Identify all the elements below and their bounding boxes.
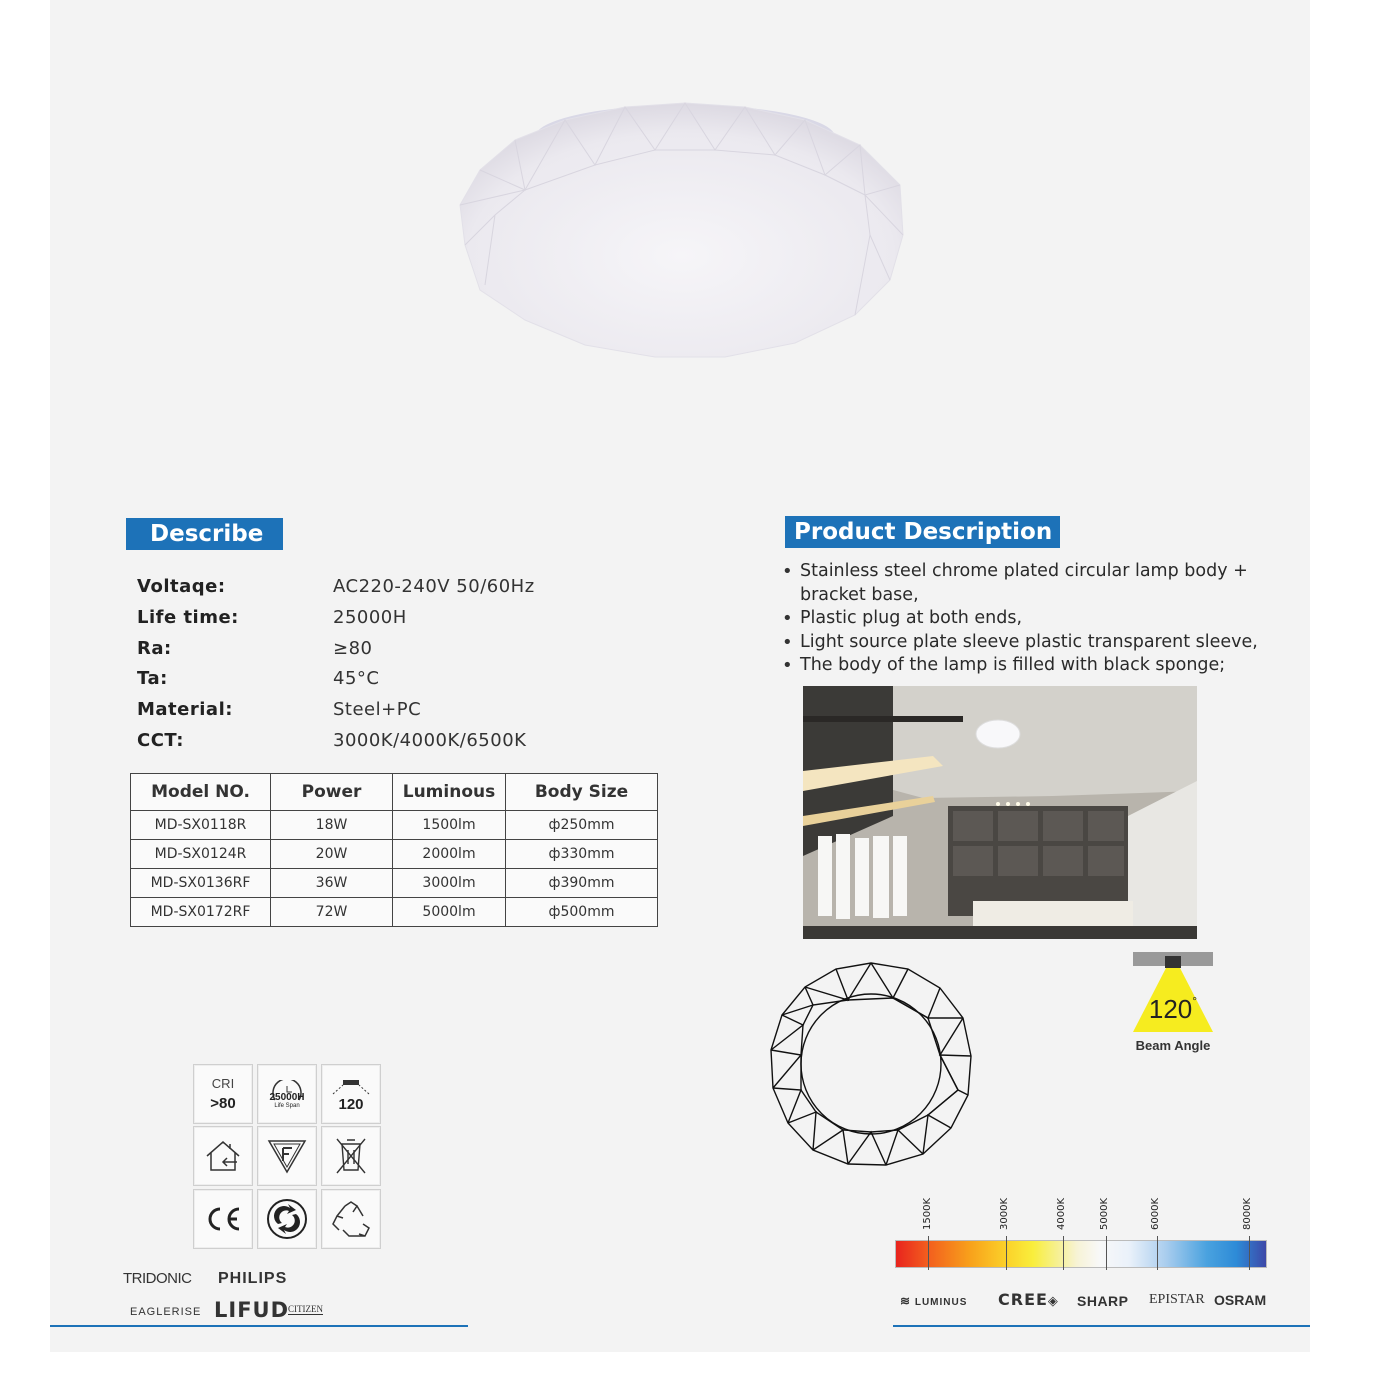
cct-label: 4000K <box>1056 1197 1067 1230</box>
bottom-divider-left <box>50 1325 468 1327</box>
cri-label: CRI <box>211 1076 235 1091</box>
indoor-use-icon <box>193 1126 253 1186</box>
cct-tick <box>928 1236 929 1270</box>
table-cell: MD-SX0136RF <box>131 869 271 898</box>
green-dot-icon <box>257 1189 317 1249</box>
spec-label: Voltaqe: <box>137 576 226 597</box>
spec-value: 25000H <box>333 607 407 628</box>
cct-label: 5000K <box>1099 1197 1110 1230</box>
cct-label: 3000K <box>999 1197 1010 1230</box>
column-header: Power <box>271 774 393 811</box>
lifespan-icon <box>257 1064 317 1124</box>
spec-value: 3000K/4000K/6500K <box>333 730 527 751</box>
lifespan-label: Life Span <box>274 1102 300 1109</box>
eaglerise-logo: EAGLERISE <box>130 1306 202 1318</box>
room-installation-photo <box>803 686 1197 939</box>
table-cell: 20W <box>271 840 393 869</box>
philips-logo: PHILIPS <box>218 1270 288 1287</box>
bottom-divider-right <box>893 1325 1310 1327</box>
bullet-item: • Stainless steel chrome plated circular lamp body + bracket base, <box>782 560 1262 607</box>
table-cell: ф500mm <box>506 898 658 927</box>
table-cell: 5000lm <box>393 898 506 927</box>
model-table <box>130 773 658 927</box>
luminus-text: LUMINUS <box>914 1297 968 1308</box>
table-row <box>131 811 658 840</box>
lifespan-value: 25000H <box>269 1091 305 1103</box>
spec-label: Life time: <box>137 607 239 628</box>
table-cell: MD-SX0124R <box>131 840 271 869</box>
sharp-logo: SHARP <box>1077 1293 1129 1309</box>
spec-value: ≥80 <box>333 638 373 659</box>
recycle-icon <box>321 1189 381 1249</box>
table-header-row <box>131 774 658 811</box>
f-mark-icon <box>257 1126 317 1186</box>
cct-label: 6000K <box>1150 1197 1161 1230</box>
spec-value: 45°C <box>333 668 380 689</box>
table-row <box>131 869 658 898</box>
spec-label: Ta: <box>137 668 168 689</box>
bullet-item: • Light source plate sleeve plastic transparent sleeve, <box>782 631 1262 655</box>
column-header: Model NO. <box>131 774 271 811</box>
table-cell: ф330mm <box>506 840 658 869</box>
lamp-outline-drawing <box>768 960 974 1168</box>
table-row <box>131 840 658 869</box>
bullet-item: • The body of the lamp is filled with black sponge; <box>782 654 1262 678</box>
cri-value: >80 <box>210 1095 236 1112</box>
cct-tick <box>1157 1236 1158 1270</box>
product-description-title: Product Description <box>785 516 1060 548</box>
beam-angle-label: Beam Angle <box>1135 1038 1211 1053</box>
cct-label: 1500K <box>922 1197 933 1230</box>
table-cell: 1500lm <box>393 811 506 840</box>
cct-tick <box>1063 1236 1064 1270</box>
cri-icon <box>193 1064 253 1124</box>
cct-tick <box>1106 1236 1107 1270</box>
table-cell: MD-SX0118R <box>131 811 271 840</box>
spec-label: CCT: <box>137 730 184 751</box>
cct-tick <box>1006 1236 1007 1270</box>
lamp-product-image <box>455 95 905 365</box>
beam-small-value: 120 <box>338 1095 364 1113</box>
spec-value: Steel+PC <box>333 699 422 720</box>
description-bullet-list <box>782 560 1262 678</box>
column-header: Body Size <box>506 774 658 811</box>
table-row <box>131 898 658 927</box>
bullet-item: • Plastic plug at both ends, <box>782 607 1262 631</box>
beam-angle-icon: 120° <box>1133 952 1213 1032</box>
epistar-logo: EPISTAR <box>1149 1292 1205 1307</box>
weee-bin-icon <box>321 1126 381 1186</box>
cct-tick <box>1249 1236 1250 1270</box>
table-cell: 2000lm <box>393 840 506 869</box>
describe-title: Describe <box>126 518 283 550</box>
osram-logo: OSRAM <box>1214 1292 1267 1308</box>
cct-label: 8000K <box>1242 1197 1253 1230</box>
table-cell: ф250mm <box>506 811 658 840</box>
beam-angle-small-icon <box>321 1064 381 1124</box>
table-cell: 18W <box>271 811 393 840</box>
luminus-logo: ≋ LUMINUS <box>900 1294 968 1308</box>
tridonic-logo: TRIDONIC <box>123 1270 192 1287</box>
spec-label: Ra: <box>137 638 172 659</box>
cree-text: CREE <box>998 1290 1048 1309</box>
beam-angle-value: 120 <box>1148 994 1193 1024</box>
table-cell: 36W <box>271 869 393 898</box>
column-header: Luminous <box>393 774 506 811</box>
ce-mark-icon <box>193 1189 253 1249</box>
table-cell: ф390mm <box>506 869 658 898</box>
citizen-logo: CITIZEN <box>288 1304 323 1314</box>
table-cell: MD-SX0172RF <box>131 898 271 927</box>
color-temperature-bar <box>895 1240 1267 1268</box>
table-cell: 72W <box>271 898 393 927</box>
table-cell: 3000lm <box>393 869 506 898</box>
spec-label: Material: <box>137 699 233 720</box>
cree-logo: CREE◈ <box>998 1290 1059 1309</box>
lifud-logo: LIFUD <box>214 1298 290 1322</box>
spec-value: AC220-240V 50/60Hz <box>333 576 535 597</box>
